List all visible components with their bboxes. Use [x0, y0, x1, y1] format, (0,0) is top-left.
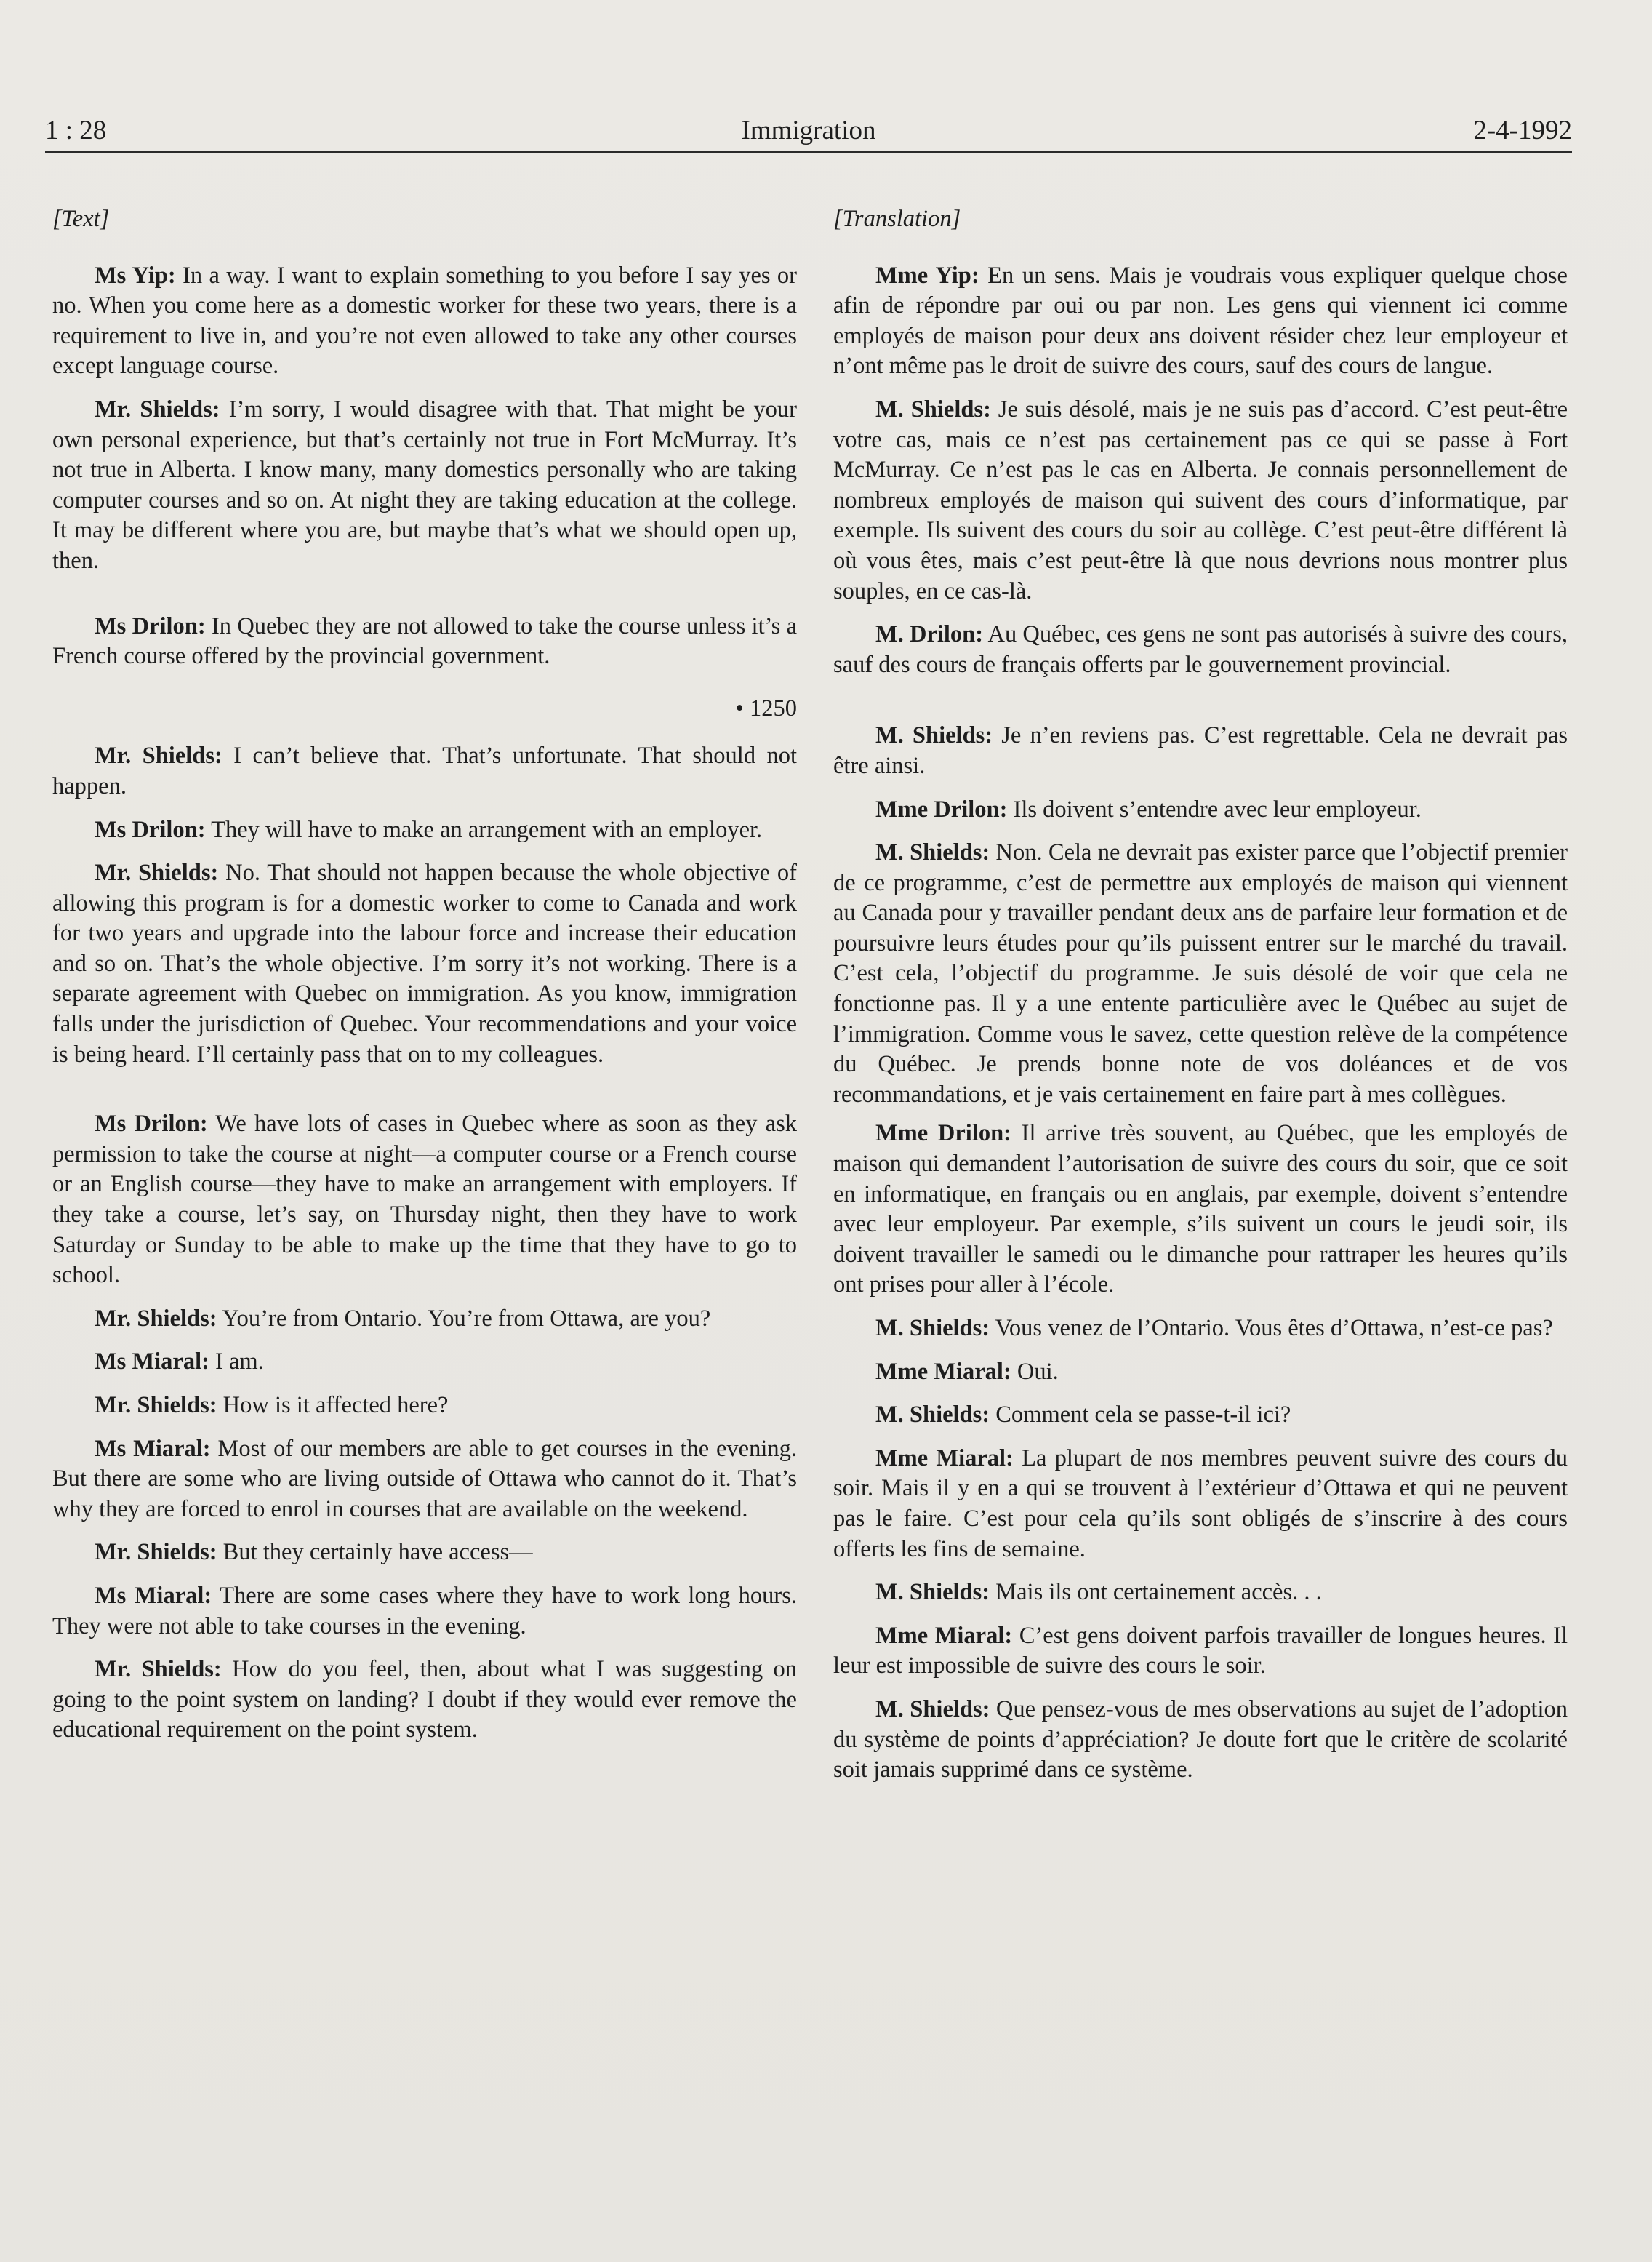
speaker-name: Mr. Shields: [95, 860, 219, 887]
speech-paragraph [833, 795, 1568, 826]
speech-paragraph [52, 1347, 797, 1378]
speaker-name: Mme Miaral: [875, 1622, 1013, 1649]
speaker-name: M. Shields: [875, 396, 991, 423]
speaker-name: Mr. Shields: [95, 1305, 217, 1332]
speech-paragraph [52, 395, 797, 577]
speech-text: En un sens. Mais je voudrais vous expliquer quelque chose afin de répondre par oui ou par non. Les gens qui viennent ici comme employés de maison pour deux ans doivent résider chez leur employeur et n’ont même pas le droit de suivre des cours, sauf des cours de langue. [833, 262, 1568, 380]
speaker-name: Mr. Shields: [95, 396, 220, 423]
speech-paragraph [52, 1304, 797, 1335]
speech-text: Je suis désolé, mais je ne suis pas d’accord. C’est peut-être votre cas, mais ce n’est pas certainement pas ce qui se passe à Fort McMurray. Ce n’est pas le cas en Alberta. Je connais personnellement de nombreux employés de maison qui suivent des cours d’informatique, par exemple. Ils suivent des cours du soir au collège. C’est peut-être différent là où vous êtes, mais c’est peut-être là que nous devrions nous montrer plus souples, en ce cas-là. [833, 396, 1568, 604]
speaker-name: Ms Miaral: [95, 1435, 211, 1462]
speech-paragraph [833, 1314, 1568, 1344]
column-tag: [Translation] [833, 206, 961, 232]
speech-text: I can’t believe that. That’s unfortunate. That should not happen. [52, 743, 798, 799]
speech-paragraph [52, 858, 797, 1070]
speech-paragraph [52, 1581, 797, 1642]
speaker-name: Mme Yip: [875, 262, 979, 289]
page-number: 1 : 28 [45, 116, 107, 145]
speech-text: How is it affected here? [217, 1392, 449, 1418]
speech-paragraph [52, 815, 797, 846]
speech-text: Au Québec, ces gens ne sont pas autorisés à suivre des cours, sauf des cours de français offerts par le gouvernement provincial. [833, 621, 1568, 678]
time-marker: • 1250 [735, 695, 797, 722]
speaker-name: M. Shields: [875, 1315, 990, 1341]
speaker-name: Mr. Shields: [95, 1539, 217, 1566]
speech-text: Non. Cela ne devrait pas exister parce que l’objectif premier de ce programme, c’est de permettre aux employés de maison qui viennent au Canada pour y travailler pendant deux ans de parfaire leur formation et de poursuivre leurs études pour qu’ils puissent entrer sur le marché du travail. C’est cela, l’objectif du programme. Je suis désolé de voir que cela ne fonctionne pas. Il y a une entente particulière avec le Québec au sujet de l’immigration. Comme vous le savez, cette question relève de la compétence du Québec. Je prends bonne note de vos doléances et de vos recommandations, et je vais certainement en faire part à mes collègues. [833, 839, 1568, 1108]
speech-paragraph [833, 1695, 1568, 1786]
speech-paragraph [833, 1621, 1568, 1682]
speech-paragraph [833, 620, 1568, 680]
french-column [833, 204, 1568, 1786]
speech-paragraph [833, 1444, 1568, 1564]
speech-text: There are some cases where they have to work long hours. They were not able to take courses in the evening. [52, 1582, 797, 1639]
speech-text: You’re from Ontario. You’re from Ottawa, are you? [217, 1305, 711, 1332]
speaker-name: M. Shields: [875, 1695, 990, 1722]
speech-text: La plupart de nos membres peuvent suivre des cours du soir. Mais il y en a qui se trouvent à l’extérieur d’Ottawa et qui ne peuvent pas le faire. C’est pour cela qu’ils sont obligés de s’inscrire à des cours offerts les fins de semaine. [833, 1444, 1568, 1562]
speaker-name: Mme Miaral: [875, 1358, 1011, 1385]
speech-text: In Quebec they are not allowed to take the course unless it’s a French course offered by the provincial government. [52, 612, 797, 670]
speaker-name: Mr. Shields: [95, 1656, 222, 1683]
english-column [52, 204, 797, 1746]
speech-text: No. That should not happen because the whole objective of allowing this program is for a domestic worker to come to Canada and work for two years and upgrade into the labour force and increase their education and so on. That’s the whole objective. I’m sorry it’s not working. There is a separate agreement with Quebec on immigration. As you know, immigration falls under the jurisdiction of Quebec. Your recommendations and your voice is being heard. I’ll certainly pass that on to my colleagues. [52, 860, 797, 1068]
speaker-name: Mme Drilon: [875, 1120, 1011, 1147]
speaker-name: Ms Drilon: [95, 816, 206, 843]
speaker-name: Mme Drilon: [875, 796, 1008, 823]
speech-paragraph [52, 612, 797, 672]
speech-paragraph [52, 1538, 797, 1568]
speech-text: We have lots of cases in Quebec where as soon as they ask permission to take the course at night—a computer course or a French course or an English course—they have to make an arrangement with employers. If they take a course, let’s say, on Thursday night, then they have to work Saturday or Sunday to be able to make up the time that they have to go to school. [52, 1111, 797, 1289]
speech-text: Mais ils ont certainement accès. . . [990, 1579, 1322, 1606]
speaker-name: Ms Drilon: [95, 1111, 208, 1138]
speech-text: Comment cela se passe-t-il ici? [990, 1402, 1291, 1428]
speech-text: Vous venez de l’Ontario. Vous êtes d’Ottawa, n’est-ce pas? [990, 1315, 1553, 1341]
speech-text: Je n’en reviens pas. C’est regrettable. Cela ne devrait pas être ainsi. [833, 722, 1568, 779]
speech-text: C’est gens doivent parfois travailler de longues heures. Il leur est impossible de suivre des cours le soir. [833, 1622, 1568, 1679]
speaker-name: M. Shields: [875, 722, 993, 749]
speech-text: They will have to make an arrangement with an employer. [205, 816, 763, 843]
speech-paragraph [833, 395, 1568, 607]
speaker-name: Mr. Shields: [95, 743, 222, 770]
speech-text: Oui. [1011, 1358, 1059, 1385]
speech-text: How do you feel, then, about what I was suggesting on going to the point system on landing? I doubt if they would ever remove the educational requirement on the point system. [52, 1656, 798, 1743]
speech-paragraph [833, 1578, 1568, 1608]
speech-text: But they certainly have access— [217, 1539, 533, 1566]
speaker-name: Mr. Shields: [95, 1392, 217, 1418]
speaker-name: Ms Miaral: [95, 1582, 212, 1609]
column-tag: [Text] [52, 206, 110, 232]
speech-paragraph [52, 1655, 797, 1746]
speech-paragraph [833, 721, 1568, 781]
speech-paragraph [52, 1109, 797, 1291]
speech-paragraph [52, 1434, 797, 1525]
speech-paragraph [833, 1357, 1568, 1388]
speech-paragraph [52, 1391, 797, 1421]
speech-text: I am. [209, 1348, 264, 1375]
speech-text: In a way. I want to explain something to you before I say yes or no. When you come here as a domestic worker for these two years, there is a requirement to live in, and you’re not even allowed to take any other courses except language course. [52, 262, 798, 380]
speech-paragraph [833, 1400, 1568, 1431]
speaker-name: Ms Drilon: [95, 612, 206, 639]
page-date: 2-4-1992 [1473, 116, 1572, 145]
speech-text: I’m sorry, I would disagree with that. That might be your own personal experience, but that’s certainly not true in Fort McMurray. It’s not true in Alberta. I know many, many domestics personally who are taking computer courses and so on. At night they are taking education at the college. It may be different where you are, but maybe that’s what we should open up, then. [52, 396, 798, 574]
speech-paragraph [52, 261, 797, 382]
speaker-name: M. Shields: [875, 839, 990, 866]
speaker-name: Ms Miaral: [95, 1348, 209, 1375]
header-rule [45, 151, 1572, 153]
page-header [45, 115, 1572, 153]
speech-text: Que pensez-vous de mes observations au sujet de l’adoption du système de points d’appréciation? Je doute fort que le critère de scolarité soit jamais supprimé dans ce système. [833, 1695, 1568, 1783]
speech-paragraph [833, 838, 1568, 1110]
speech-paragraph [833, 261, 1568, 382]
speaker-name: M. Shields: [875, 1402, 990, 1428]
speech-text: Most of our members are able to get courses in the evening. But there are some who are living outside of Ottawa who cannot do it. That’s why they are forced to enrol in courses that are available on the weekend. [52, 1435, 797, 1522]
running-title: Immigration [741, 116, 876, 145]
speech-text: Ils doivent s’entendre avec leur employeur. [1007, 796, 1422, 823]
speech-paragraph [52, 741, 797, 802]
speaker-name: M. Shields: [875, 1579, 990, 1606]
speaker-name: M. Drilon: [875, 621, 984, 648]
speech-paragraph [833, 1119, 1568, 1300]
speaker-name: Ms Yip: [95, 262, 176, 289]
speech-text: Il arrive très souvent, au Québec, que les employés de maison qui demandent l’autorisation de suivre des cours du soir, que ce soit en informatique, en français ou en anglais, par exemple, doivent s’entendre avec leur employeur. Par exemple, s’ils suivent un cours le jeudi soir, ils doivent travailler le samedi ou le dimanche pour rattraper les heures qu’ils ont prises pour aller à l’école. [833, 1120, 1568, 1298]
speaker-name: Mme Miaral: [875, 1444, 1014, 1471]
